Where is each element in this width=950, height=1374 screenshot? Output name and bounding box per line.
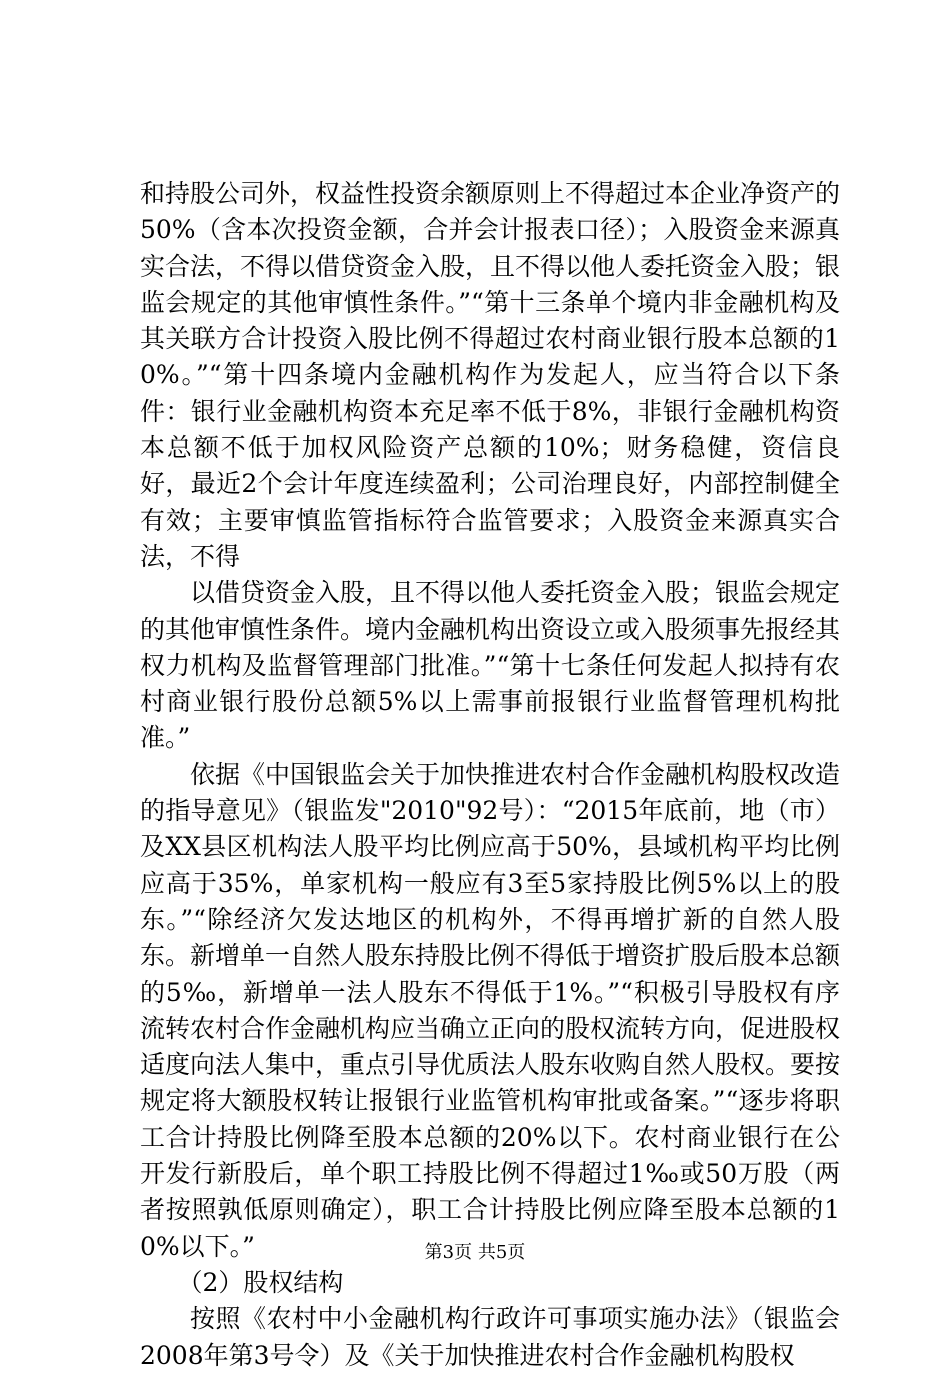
paragraph-2: 以借贷资金入股，且不得以他人委托资金入股；银监会规定的其他审慎性条件。境内金融机构出资设立或入股须事先报经其权力机构及监督管理部门批准。”“第十七条任何发起人拟持有农村商业银行股份总额5%以上需事前报银行业监督管理机构批准。” bbox=[140, 578, 841, 753]
paragraph-1: 和持股公司外，权益性投资余额原则上不得超过本企业净资产的50%（含本次投资金额，合并会计报表口径）；入股资金来源真实合法，不得以借贷资金入股，且不得以他人委托资金入股；银监会规定的其他审慎性条件。”“第十三条单个境内非金融机构及其关联方合计投资入股比例不得超过农村商业银行股本总额的10%。”“第十四条境内金融机构作为发起人，应当符合以下条件：银行业金融机构资本充足率不低于8%，非银行金融机构资本总额不低于加权风险资产总额的10%；财务稳健，资信良好，最近2个会计年度连续盈利；公司治理良好，内部控制健全有效；主要审慎监管指标符合监管要求；入股资金来源真实合法，不得 bbox=[140, 179, 841, 571]
section-heading: （2）股权结构 bbox=[177, 1267, 344, 1297]
paragraph-4: 按照《农村中小金融机构行政许可事项实施办法》（银监会2008年第3号令）及《关于加快推进农村合作金融机构股权 bbox=[140, 1304, 840, 1370]
document-body bbox=[140, 176, 840, 1374]
paragraph-3: 依据《中国银监会关于加快推进农村合作金融机构股权改造的指导意见》（银监发"2010"92号）：“2015年底前，地（市）及XX县区机构法人股平均比例应高于50%，县域机构平均比例应高于35%，单家机构一般应有3至5家持股比例5%以上的股东。”“除经济欠发达地区的机构外，不得再增扩新的自然人股东。新增单一自然人股东持股比例不得低于增资扩股后股本总额的5‰，新增单一法人股东不得低于1%。”“积极引导股权有序流转农村合作金融机构应当确立正向的股权流转方向，促进股权适度向法人集中，重点引导优质法人股东收购自然人股权。要按规定将大额股权转让报银行业监管机构审批或备案。”“逐步将职工合计持股比例降至股本总额的20%以下。农村商业银行在公开发行新股后，单个职工持股比例不得超过1‰或50万股（两者按照孰低原则确定），职工合计持股比例应降至股本总额的10%以下。” bbox=[140, 759, 841, 1261]
page-footer: 第3页 共5页 bbox=[424, 1242, 526, 1263]
